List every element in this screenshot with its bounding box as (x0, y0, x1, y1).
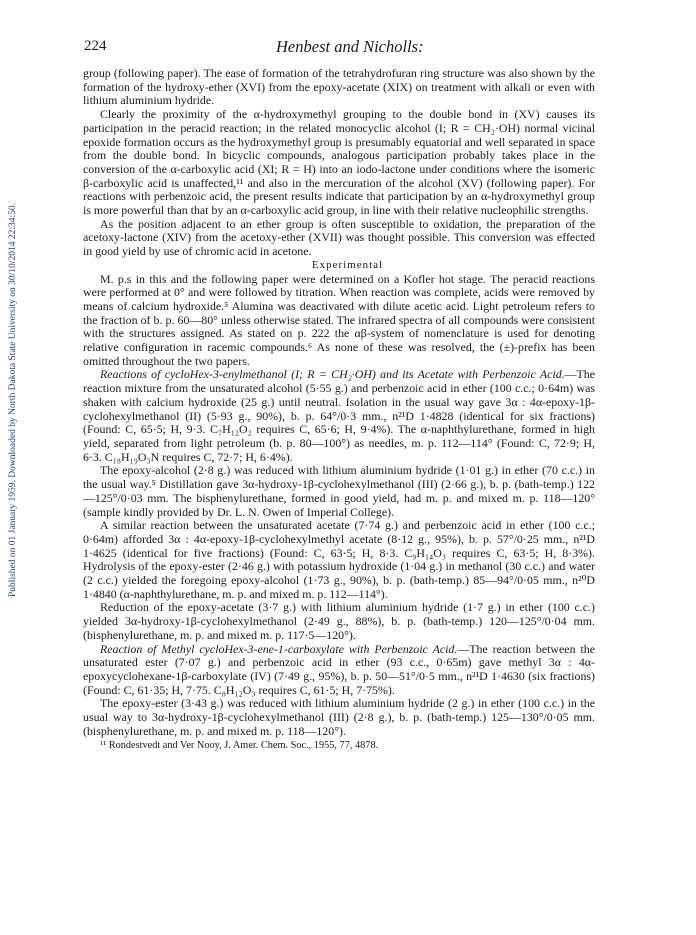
paragraph: M. p.s in this and the following paper were determined on a Kofler hot stage. The peracid reactions were performed at 0° and were followed by titration. When reaction was complete, acids were removed by means of calcium hydroxide.⁵ Alumina was deactivated with dilute acetic acid. Light petroleum refers to the fraction of b. p. 60—80° unless otherwise stated. The infrared spectra of all compounds were consistent with the structures assigned. As stated on p. 222 the αβ-system of nomenclature is used for denoting relative configuration in racemic compounds.⁶ As none of these was resolved, the (±)-prefix has been omitted throughout the two papers. (83, 271, 595, 368)
article-body (83, 67, 595, 752)
paragraph: The epoxy-ester (3·43 g.) was reduced with lithium aluminium hydride (2 g.) in ether (100 c.c.) in the usual way to 3α-hydroxy-1β-cyclohexylmethanol (III) (2·8 g.), b. p. (bath-temp.) 125—130°/0·05 mm. (bisphenylurethane, m. p. and mixed m. p. 118—120°). (83, 696, 595, 738)
paragraph (83, 368, 595, 464)
download-notice-sidebar (2, 150, 24, 650)
paragraph: group (following paper). The ease of formation of the tetrahydrofuran ring structure was also shown by the formation of the hydroxy-ether (XVI) from the epoxy-acetate (XIX) on treatment with alkali or even with lithium aluminium hydride. (83, 66, 595, 108)
download-notice-text: Published on 01 January 1959. Downloaded by North Dakota State University on 30/10/2014 22:34:50. (8, 203, 18, 597)
paragraph: A similar reaction between the unsaturated acetate (7·74 g.) and perbenzoic acid in ether (100 c.c.; 0·64m) afforded 3α : 4α-epoxy-1β-cyclohexylmethyl acetate (8·12 g., 95%), b. p. 57°/0·25 mm., n²¹D 1·4625 (identical for five fractions) (Found: C, 63·5; H, 8·3. C₉H₁₄O₃ requires C, 63·5; H, 8·3%). Hydrolysis of the epoxy-ester (2·46 g.) with potassium hydroxide (1·04 g.) in methanol (30 c.c.) and water (2 c.c.) yielded the foregoing epoxy-alcohol (1·73 g., 90%), b. p. (bath-temp.) 85—94°/0·05 mm., n²⁰D 1·4840 (α-naphthylurethane, m. p. and mixed m. p. 112—114°). (83, 518, 595, 601)
subsection-title: Reactions of cycloHex-3-enylmethanol (I; R = CH₂·OH) and its Acetate with Perbenzoic Acid. (100, 367, 565, 382)
footnote: ¹¹ Rondestvedt and Ver Nooy, J. Amer. Chem. Soc., 1955, 77, 4878. (100, 740, 379, 752)
paragraph (83, 643, 595, 698)
section-heading-experimental: Experimental (311, 258, 384, 271)
running-title: Henbest and Nicholls: (276, 37, 424, 56)
subsection-title: Reaction of Methyl cycloHex-3-ene-1-carboxylate with Perbenzoic Acid. (100, 641, 458, 656)
paragraph: Clearly the proximity of the α-hydroxymethyl grouping to the double bond in (XV) causes its participation in the peracid reaction; in the related monocyclic alcohol (I; R = CH₂·OH) normal vicinal epoxide formation occurs as the hydroxymethyl group is presumably equatorial and well separated in space from the double bond. In bicyclic compounds, analogous participation probably takes place in the conversion of the α-carboxylic acid (XI; R = H) into an iodo-lactone under conditions where the isomeric β-carboxylic acid is unaffected,¹¹ and also in the mercuration of the alcohol (XV) (following paper). For reactions with perbenzoic acid, the present results indicate that participation by an α-hydroxymethyl group is more powerful than that by an α-carboxylic acid group, in line with their relative nucleophilic strengths. (83, 107, 595, 218)
page-header (74, 38, 594, 60)
paragraph: As the position adjacent to an ether group is often susceptible to oxidation, the preparation of the acetoxy-lactone (XIV) from the acetoxy-ether (XVII) was thought possible. This conversion was effected in good yield by use of chromic acid in acetone. (83, 216, 595, 259)
paragraph: Reduction of the epoxy-acetate (3·7 g.) with lithium aluminium hydride (1·7 g.) in ether (100 c.c.) yielded 3α-hydroxy-1β-cyclohexylmethanol (2·49 g., 88%), b. p. (bath-temp.) 120—125°/0·04 mm. (bisphenylurethane, m. p. and mixed m. p. 117·5—120°). (83, 600, 595, 642)
page-number: 224 (84, 38, 107, 54)
paragraph-text: —The reaction between the unsaturated ester (7·07 g.) and perbenzoic acid in ether (93 c.c., 0·65m) gave methyl 3α : 4α-epoxycyclohexane-1β-carboxylate (IV) (7·49 g., 95%), b. p. 50—51°/0·5 mm., n²¹D 1·4630 (six fractions) (Found: C, 61·35; H, 7·75. C₈H₁₂O₃ requires C, 61·5; H, 7·75%). (83, 641, 595, 697)
paragraph: The epoxy-alcohol (2·8 g.) was reduced with lithium aluminium hydride (1·01 g.) in ether (70 c.c.) in the usual way.⁵ Distillation gave 3α-hydroxy-1β-cyclohexylmethanol (III) (2·66 g.), b. p. (bath-temp.) 122—125°/0·03 mm. The bisphenylurethane, formed in good yield, had m. p. and mixed m. p. 118—120° (sample kindly provided by Dr. L. N. Owen of Imperial College). (83, 463, 595, 519)
paragraph-text: —The reaction mixture from the unsaturated alcohol (5·55 g.) and perbenzoic acid in ether (100 c.c.; 0·64m) was shaken with calcium hydroxide (25 g.) until neutral. Isolation in the usual way gave 3α : 4α-epoxy-1β-cyclohexylmethanol (II) (5·93 g., 90%), b. p. 64°/0·3 mm., n²¹D 1·4828 (identical for six fractions) (Found: C, 65·5; H, 9·3. C₇H₁₂O₂ requires C, 65·6; H, 9·4%). The α-naphthylurethane, formed in high yield, separated from light petroleum (b. p. 80—100°) as needles, m. p. 112—114° (Found: C, 72·9; H, 6·3. C₁₈H₁₉O₃N requires C, 72·7; H, 6·4%). (83, 367, 595, 464)
